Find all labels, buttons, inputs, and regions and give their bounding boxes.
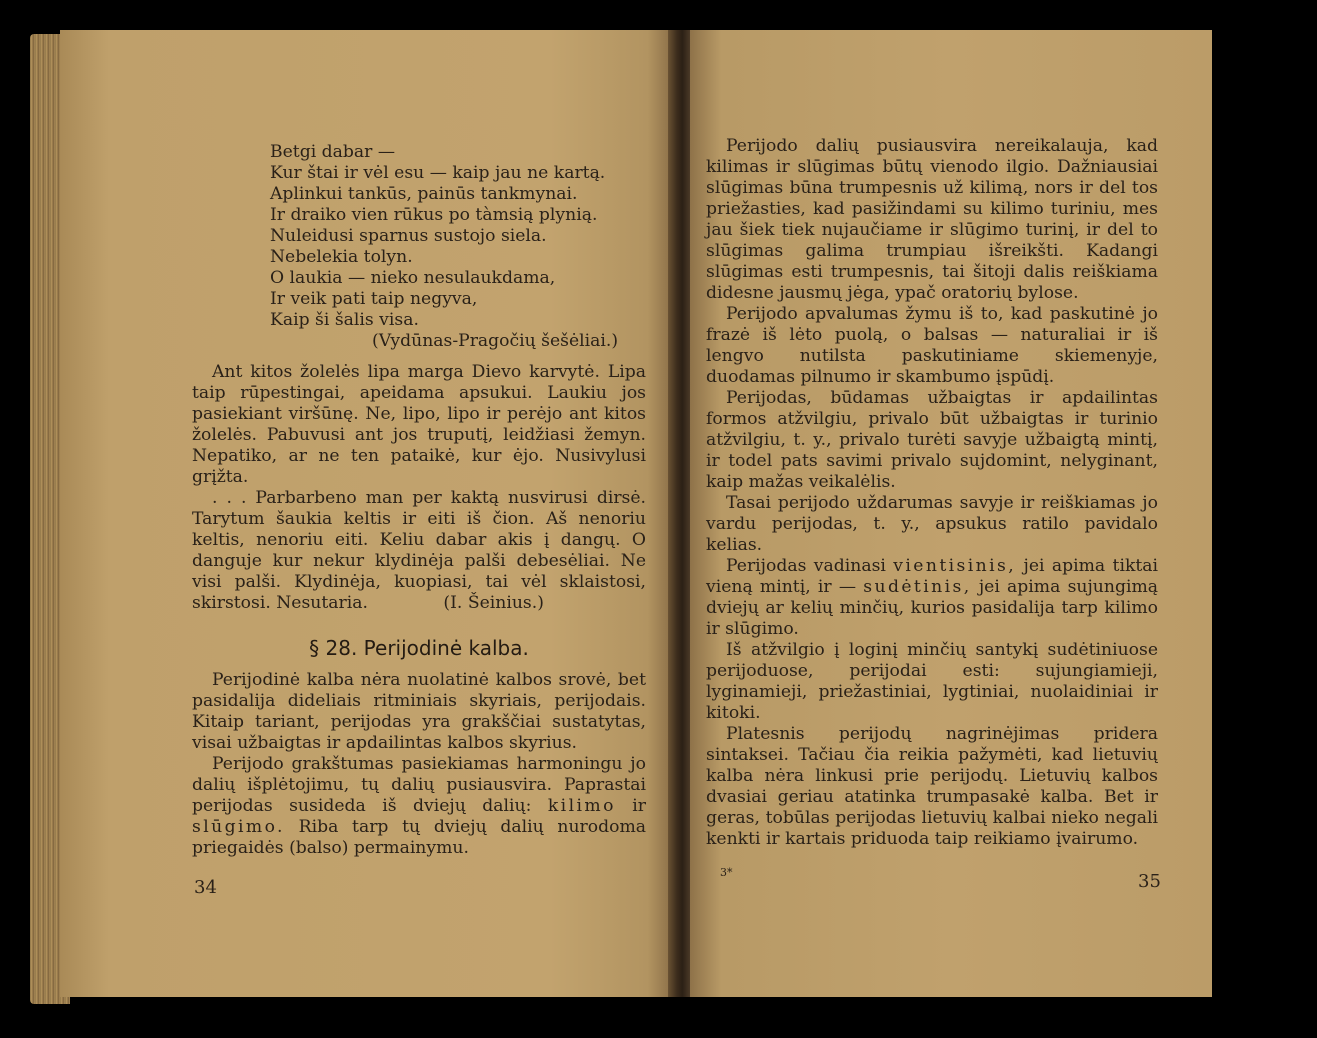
body-paragraph (192, 754, 646, 859)
term-kilimo: kilimo (547, 796, 616, 816)
verse-line: Kur štai ir vėl esu — kaip jau ne kartą. (270, 163, 606, 183)
body-paragraph: Iš atžvilgio į loginį minčių santykį sudėtiniuose perijoduose, perijodai esti: sujungiamieji, lyginamieji, priežastiniai, lygtiniai, nuolaidiniai ir kitoki. (706, 640, 1158, 723)
quoted-prose (192, 362, 646, 614)
body-paragraph: Perijodas, būdamas užbaigtas ir apdailintas formos atžvilgiu, privalo būt užbaigtas ir turinio atžvilgiu, t. y., privalo turėti savyje užbaigtą mintį, ir todel pats savimi privalo sujdomint, nelyginant, kaip mažas veikalėlis. (706, 388, 1158, 492)
prose-paragraph: Ant kitos žolelės lipa marga Dievo karvytė. Lipa taip rūpestingai, apeidama apsukui. Laukiu jos pasiekiant viršūnę. Ne, lipo, lipo ir perėjo ant kitos žolelės. Pabuvusi ant jos truputį, leidžiasi žemyn. Nepatiko, ar ne ten pataikė, kur ėjo. Nusivylusi grįžta. (192, 362, 646, 487)
verse-line: Nuleidusi sparnus sustojo siela. (270, 226, 547, 246)
right-body (706, 136, 1158, 850)
prose-paragraph (192, 488, 646, 614)
term-sudetinis: sudėtinis, (863, 577, 972, 597)
verse-line: O laukia — nieko nesulaukdama, (270, 268, 556, 288)
body-paragraph: Platesnis perijodų nagrinėjimas pridera sintaksei. Tačiau čia reikia pažymėti, kad lietuvių kalba nėra linkusi prie perijodų. Lietuvių kalbos dvasiai geriau atatinka trumpasakė kalba. Bet ir geras, tobūlas perijodas lietuvių kalbai nieko negali kenkti ir kartais priduoda taip reikiamo įvairumo. (706, 724, 1158, 849)
body-text: jei apima sujungimą dviejų ar kelių minčių, kurios pasidalija tarp kilimo ir slūgimo. (706, 577, 1158, 639)
section-body (192, 670, 646, 859)
section-heading: § 28. Perijodinė kalba. (309, 636, 529, 660)
right-page (690, 30, 1212, 997)
term-vientisinis: vientisinis, (893, 556, 1017, 576)
verse-line: Ir veik pati taip negyva, (270, 289, 478, 309)
body-text: jei apima tiktai vieną mintį, ir — (706, 556, 1159, 597)
term-slugimo: slūgimo. (192, 817, 285, 837)
verse-block (270, 142, 650, 352)
body-text: Perijodas vadinasi (726, 556, 886, 576)
body-paragraph: Tasai perijodo uždarumas savyje ir reiškiamas jo vardu perijodas, t. y., apsukus ratilo pavidalo kelias. (706, 493, 1158, 555)
signature-mark: 3* (720, 866, 733, 879)
page-number: 35 (1138, 871, 1161, 892)
verse-line: Ir draiko vien rūkus po tàmsią plynią. (270, 205, 598, 225)
prose-text: . . . Parbarbeno man per kaktą nusvirusi dirsė. Tarytum šaukia keltis ir eiti iš čion. Aš nenoriu keltis, nenoriu eiti. Keliu dabar akis į dangų. O danguje kur nekur klydinėja palši debesėliai. Ne visi palši. Klydinėja, kuopiasi, tai vėl sklaistosi, skirstosi. Nesutaria. (192, 488, 646, 613)
prose-source: (I. Šeinius.) (443, 593, 544, 613)
body-paragraph: Perijodo apvalumas žymu iš to, kad paskutinė jo frazė iš lėto puolą, o balsas — naturaliai ir iš lengvo nutilsta paskutiniame skiemenyje, duodamas pilnumo ir skambumo įspūdį. (706, 304, 1158, 387)
verse-line: Aplinkui tankūs, painūs tankmynai. (270, 184, 578, 204)
verse-line: Nebelekia tolyn. (270, 247, 413, 267)
body-paragraph: Perijodinė kalba nėra nuolatinė kalbos srovė, bet pasidalija dideliais ritminiais skyriais, perijodais. Kitaip tariant, perijodas yra grakščiai sustatytas, visai užbaigtas ir apdailintas kalbos skyrius. (192, 670, 646, 753)
left-page (60, 30, 672, 997)
verse-source: (Vydūnas-Pragočių šešėliai.) (372, 331, 619, 351)
body-text: ir (632, 796, 647, 816)
body-text: Riba tarp tų dviejų dalių nurodoma priegaidės (balso) permainymu. (192, 817, 646, 858)
body-text: Perijodo grakštumas pasiekiamas harmoningu jo dalių išplėtojimu, tų dalių pusiausvira. Paprastai perijodas susideda iš dviejų dalių: (192, 754, 646, 816)
verse-line: Kaip ši šalis visa. (270, 310, 419, 330)
page-number: 34 (194, 877, 217, 898)
body-paragraph: Perijodo dalių pusiausvira nereikalauja, kad kilimas ir slūgimas būtų vienodo ilgio. Dažniausiai slūgimas būna trumpesnis už kilimą, nors ir del tos priežasties, kad pasižindami su kilimo turiniu, mes jau šiek tiek nujaučiame ir slūgimo turinį, ir del to slūgimas galima trumpiau išreikšti. Kadangi slūgimas esti trumpesnis, tai šitoji dalis reiškiama didesne jausmų jėga, ypač oratorių bylose. (706, 136, 1158, 303)
body-paragraph (706, 556, 1158, 640)
verse-line: Betgi dabar — (270, 142, 396, 162)
